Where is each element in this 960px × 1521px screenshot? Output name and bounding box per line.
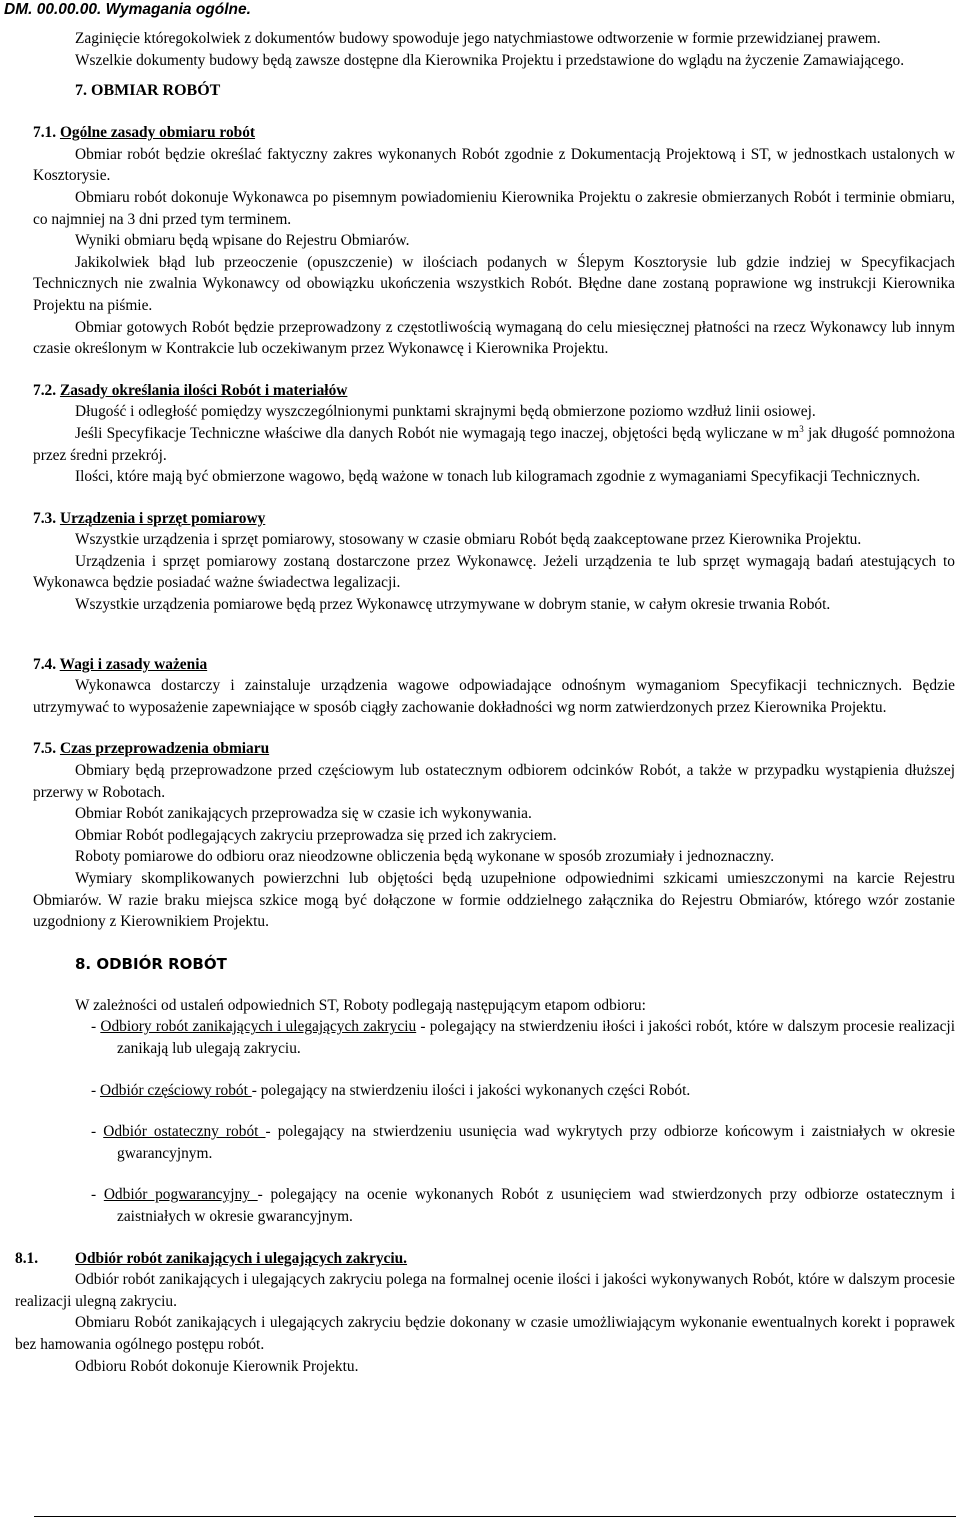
intro-paragraph-1: Zaginięcie któregokolwiek z dokumentów budowy spowoduje jego natychmiastowe odtworzenie w formie przewidzianej prawem. — [75, 30, 881, 47]
paragraph: Ilości, które mają być obmierzone wagowo, będą ważone w tonach lub kilogramach zgodnie z wymaganiami Specyfikacji Technicznych. — [75, 468, 921, 486]
section-7-5-heading — [33, 738, 955, 760]
paragraph: Obmiar robót będzie określać faktyczny zakres wykonanych Robót zgodnie z Dokumentacją Projektową i ST, w jednostkach ustalonych w Kosztorysie. — [33, 145, 955, 185]
paragraph: Obmiar Robót zanikających przeprowadza się w czasie ich wykonywania. — [75, 805, 532, 823]
section-7-3-number: 7.3. — [33, 509, 57, 527]
section-7-1-title: Ogólne zasady obmiaru robót — [59, 124, 256, 142]
section-7-4-title: Wagi i zasady ważenia — [59, 655, 208, 673]
paragraph-text: Jeśli Specyfikacje Techniczne właściwe dla danych Robót nie wymagają tego inaczej, objętości będą wyliczane w m — [75, 424, 800, 442]
list-item — [33, 1080, 955, 1102]
page-header: DM. 00.00.00. Wymagania ogólne. — [4, 1, 251, 18]
paragraph: Odbiór robót zanikających i ulegających zakryciu polega na formalnej ocenie ilości i jakości wykonywanych Robót, które w dalszym procesie realizacji ulegną zakryciu. — [15, 1271, 955, 1310]
paragraph: Obmiaru Robót zanikających i ulegających zakryciu będzie dokonany w czasie umożliwiającym wykonanie ewentualnych korekt i poprawek bez hamowania ogólnego postępu robót. — [15, 1314, 955, 1353]
list-dash: - — [91, 1081, 100, 1099]
list-term: Odbiór ostateczny robót — [103, 1123, 266, 1141]
section-8-1-number: 8.1. — [15, 1249, 39, 1267]
list-text: - polegający na stwierdzeniu ilości i jakości wykonanych części Robót. — [251, 1081, 691, 1099]
paragraph: Jakikolwiek błąd lub przeoczenie (opuszczenie) w ilościach podanych w Ślepym Kosztorysie lub gdzie indziej w Specyfikacjach Technicznych nie zwalnia Wykonawcy od obowiązku ukończenia wszystkich Robót. Błędne dane zostaną poprawione wg instrukcji Kierownika Projektu na piśmie. — [33, 253, 955, 314]
section-8-1-heading — [15, 1248, 955, 1270]
paragraph: Wyniki obmiaru będą wpisane do Rejestru Obmiarów. — [75, 232, 410, 250]
paragraph: Roboty pomiarowe do odbioru oraz nieodzowne obliczenia będą wykonane w sposób zrozumiały i jednoznaczny. — [75, 848, 775, 866]
paragraph: Odbioru Robót dokonuje Kierownik Projektu. — [75, 1357, 359, 1375]
list-text: - polegający na stwierdzeniu iłości i jakości robót, które w dalszym procesie realizacji zanikają lub ulegają zakryciu. — [117, 1018, 955, 1057]
section-7-5-number: 7.5. — [33, 740, 57, 758]
section-7-2-title: Zasady określania ilości Robót i materiałów — [59, 381, 348, 399]
section-7-5-title: Czas przeprowadzenia obmiaru — [59, 740, 270, 758]
paragraph: Wszystkie urządzenia pomiarowe będą przez Wykonawcę utrzymywane w dobrym stanie, w całym okresie trwania Robót. — [75, 596, 831, 614]
paragraph: W zależności od ustaleń odpowiednich ST, Roboty podlegają następującym etapom odbioru: — [75, 996, 646, 1014]
section-7-3-heading — [33, 508, 955, 530]
paragraph: Obmiar gotowych Robót będzie przeprowadzony z częstotliwością wymaganą do celu miesięcznej płatności na rzecz Wykonawcy lub innym czasie określonym w Kontrakcie lub oczekiwanym przez Wykonawcę i Kierownika Projektu. — [33, 318, 955, 358]
section-7-1-number: 7.1. — [33, 124, 57, 142]
paragraph: Wszystkie urządzenia i sprzęt pomiarowy, stosowany w czasie obmiaru Robót będą zaakceptowane przez Kierownika Projektu. — [75, 531, 862, 549]
section-7-4-heading — [33, 654, 955, 676]
paragraph-text: jak długość pomnożona przez średni przekrój. — [33, 424, 956, 464]
list-term: Odbiór częściowy robót — [99, 1081, 252, 1099]
paragraph: Urządzenia i sprzęt pomiarowy zostaną dostarczone przez Wykonawcę. Jeżeli urządzenia te lub sprzęt wymagają badań atestujących to Wykonawca będzie posiadać ważne świadectwa legalizacji. — [33, 552, 955, 592]
section-7-4-number: 7.4. — [33, 655, 57, 673]
section-7-1-heading — [33, 122, 955, 144]
section-7-2-heading — [33, 380, 955, 402]
document-body — [15, 28, 956, 1377]
list-item — [33, 1121, 955, 1164]
section-7-title: 7. OBMIAR ROBÓT — [75, 82, 221, 100]
superscript: 3 — [799, 423, 804, 434]
list-term: Odbiory robót zanikających i ulegających zakryciu — [100, 1018, 417, 1036]
list-text: - polegający na stwierdzeniu usunięcia wad wykrytych przy odbiorze końcowym i zaistniałych w okresie gwarancyjnym. — [117, 1123, 955, 1162]
list-dash: - — [91, 1018, 101, 1036]
intro-paragraph-2: Wszelkie dokumenty budowy będą zawsze dostępne dla Kierownika Projektu i przedstawione do wglądu na życzenie Zamawiającego. — [75, 51, 905, 69]
paragraph: Obmiar Robót podlegających zakryciu przeprowadza się przed ich zakryciem. — [75, 826, 557, 844]
section-8-title: 8. ODBIÓR ROBÓT — [75, 954, 227, 973]
paragraph: Wymiary skomplikowanych powierzchni lub objętości będą uzupełnione odpowiednimi szkicami umieszczonymi na karcie Rejestru Obmiarów. W razie braku miejsca szkice mogą być dołączone w formie oddzielnego załącznika do Rejestru Obmiarów, którego wzór zostanie uzgodniony z Kierownikiem Projektu. — [33, 870, 955, 931]
section-7-3-title: Urządzenia i sprzęt pomiarowy — [59, 509, 266, 527]
section-8-1-title: Odbiór robót zanikających i ulegających zakryciu. — [75, 1249, 408, 1267]
list-dash: - — [91, 1186, 104, 1204]
list-text: - polegający na ocenie wykonanych Robót z usunięciem wad stwierdzonych przy odbiorze ostatecznym i zaistniałych w okresie gwarancyjnym. — [117, 1186, 955, 1225]
list-item — [33, 1016, 955, 1059]
list-term: Odbiór pogwarancyjny — [103, 1186, 258, 1204]
paragraph: Długość i odległość pomiędzy wyszczególnionymi punktami skrajnymi będą obmierzone poziomo wzdłuż linii osiowej. — [75, 403, 816, 421]
list-item — [33, 1184, 955, 1227]
paragraph: Obmiary będą przeprowadzone przed częściowym lub ostatecznym odbiorem odcinków Robót, a także w przypadku wystąpienia dłuższej przerwy w Robotach. — [33, 762, 955, 801]
section-7-2-number: 7.2. — [33, 381, 57, 399]
footer-rule — [34, 1516, 956, 1517]
list-dash: - — [91, 1123, 104, 1141]
paragraph — [33, 423, 955, 466]
paragraph: Wykonawca dostarczy i zainstaluje urządzenia wagowe odpowiadające odnośnym wymaganiom Specyfikacji technicznych. Będzie utrzymywać to wyposażenie zapewniające w sposób ciągły zachowanie dokładności wg norm zatwierdzonych przez Kierownika Projektu. — [33, 677, 955, 716]
paragraph: Obmiaru robót dokonuje Wykonawca po pisemnym powiadomieniu Kierownika Projektu o zakresie obmierzanych Robót i terminie obmiaru, co najmniej na 3 dni przed tym terminem. — [33, 188, 955, 228]
